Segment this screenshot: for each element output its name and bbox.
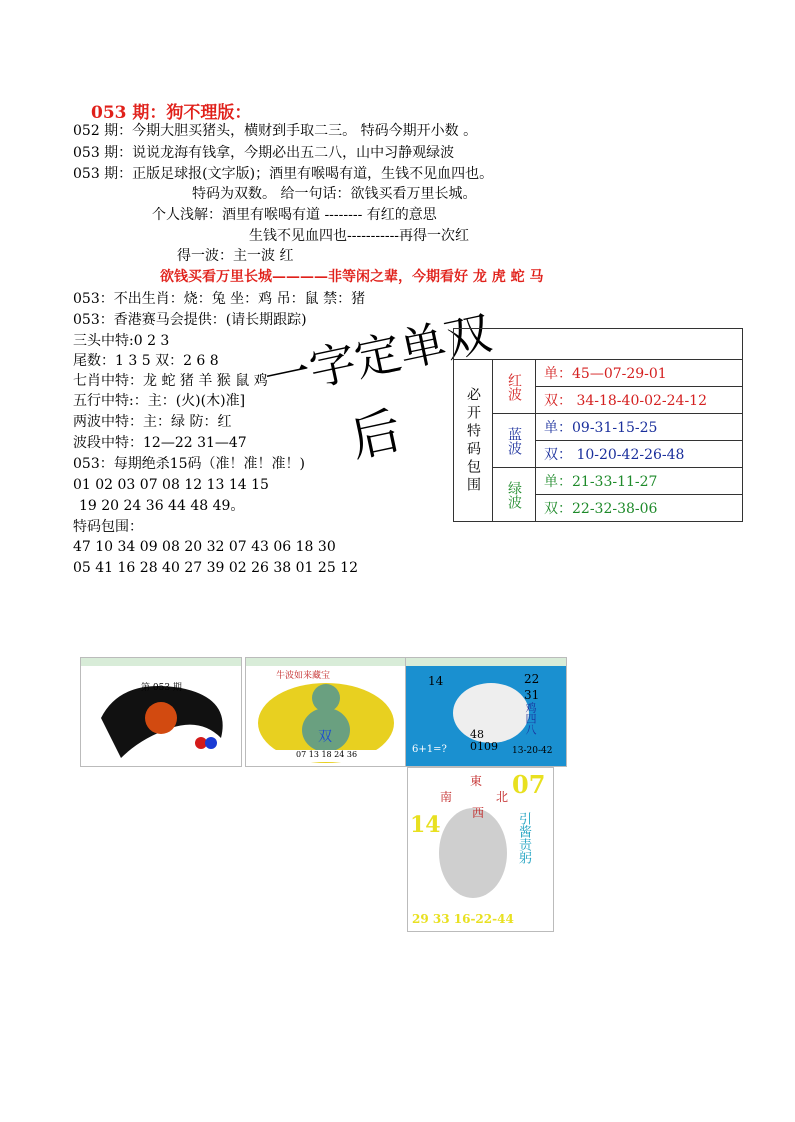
handwritten-char: 后 <box>345 401 407 469</box>
direction-west: 西 <box>472 806 485 820</box>
image-title: 牛波如来藏宝 <box>276 671 331 681</box>
side-text: 鸡四八 <box>524 702 537 735</box>
bottom-numbers: 29 33 16-22-44 <box>412 912 514 926</box>
page-title: 053 期：狗不理版： <box>91 103 252 123</box>
highlight-line: 欲钱买看万里长城————非等闲之辈，今期看好 龙 虎 蛇 马 <box>160 269 544 285</box>
promo-image-1 <box>80 657 242 767</box>
text-line: 个人浅解：酒里有喉喝有道 -------- 有红的意思 <box>152 207 437 223</box>
text-line: 053：香港赛马会提供：(请长期跟踪) <box>73 312 307 328</box>
wave-label-green: 绿波 <box>493 468 536 522</box>
text-line: 特码为双数。 给一句话：欲钱买看万里长城。 <box>192 186 477 202</box>
image-numbers: 07 13 18 24 36 <box>296 750 358 759</box>
text-line: 053 期：正版足球报(文字版)；酒里有喉喝有道，生钱不见血四也。 <box>73 166 494 182</box>
promo-image-3 <box>405 657 567 767</box>
direction-south: 南 <box>440 790 453 804</box>
direction-north: 北 <box>496 790 509 804</box>
green-double: 双：22-32-38-06 <box>536 495 743 522</box>
text-line: 特码包围： <box>73 519 143 535</box>
text-line: 生钱不见血四也-----------再得一次红 <box>249 228 470 244</box>
blue-double: 双： 10-20-42-26-48 <box>536 441 743 468</box>
num-14: 14 <box>428 674 444 688</box>
text-line: 053：每期绝杀15码（准！准！准！) <box>73 456 305 472</box>
wave-label-blue: 蓝波 <box>493 414 536 468</box>
direction-east: 東 <box>470 774 483 788</box>
num-31: 31 <box>524 688 540 702</box>
text-line: 19 20 24 36 44 48 49。 <box>79 498 245 514</box>
text-line: 053：不出生肖：烧：兔 坐：鸡 吊：鼠 禁：猪 <box>73 291 366 307</box>
text-line: 05 41 16 28 40 27 39 02 26 38 01 25 12 <box>73 560 358 576</box>
text-line: 五行中特:：主：(火)(木)准] <box>73 393 246 409</box>
text-line: 波段中特：12—22 31—47 <box>73 435 247 451</box>
text-line: 两波中特：主：绿 防：红 <box>73 414 232 430</box>
num-07: 07 <box>512 770 546 799</box>
text-line: 052 期：今期大胆买猪头，横财到手取二三。 特码今期开小数 。 <box>73 123 478 139</box>
table-header <box>454 329 743 360</box>
equation: 6+1=? <box>412 744 447 755</box>
blue-single: 单：09-31-15-25 <box>536 414 743 441</box>
red-single: 单：45—07-29-01 <box>536 360 743 387</box>
text-line: 七肖中特：龙 蛇 猪 羊 猴 鼠 鸡 <box>73 373 268 389</box>
num-22: 22 <box>524 672 540 686</box>
text-line: 053 期：说说龙海有钱拿，今期必出五二八，山中习静观绿波 <box>73 145 455 161</box>
text-line: 得一波：主一波 红 <box>177 248 294 264</box>
wave-label-red: 红波 <box>493 360 536 414</box>
num-48: 48 <box>470 728 484 741</box>
wave-table <box>453 328 743 522</box>
issue-label: 第 053 期 <box>141 683 182 693</box>
promo-image-4 <box>407 767 554 932</box>
category-label: 必开特码包围 <box>454 360 493 522</box>
red-double: 双： 34-18-40-02-24-12 <box>536 387 743 414</box>
side-text: 引酱责躬 <box>516 812 531 864</box>
image-char: 双 <box>318 729 332 745</box>
text-line: 01 02 03 07 08 12 13 14 15 <box>73 477 269 493</box>
text-line: 47 10 34 09 08 20 32 07 43 06 18 30 <box>73 539 336 555</box>
handwritten-headline: 一字定单双 <box>259 305 496 407</box>
green-single: 单：21-33-11-27 <box>536 468 743 495</box>
swirl-graphic <box>81 658 241 766</box>
num-0109: 0109 <box>470 740 498 753</box>
text-line: 尾数：1 3 5 双：2 6 8 <box>73 353 219 369</box>
range-text: 13-20-42 <box>512 746 553 756</box>
promo-image-2 <box>245 657 407 767</box>
text-line: 三头中特:0 2 3 <box>73 333 170 349</box>
num-14: 14 <box>410 812 441 838</box>
